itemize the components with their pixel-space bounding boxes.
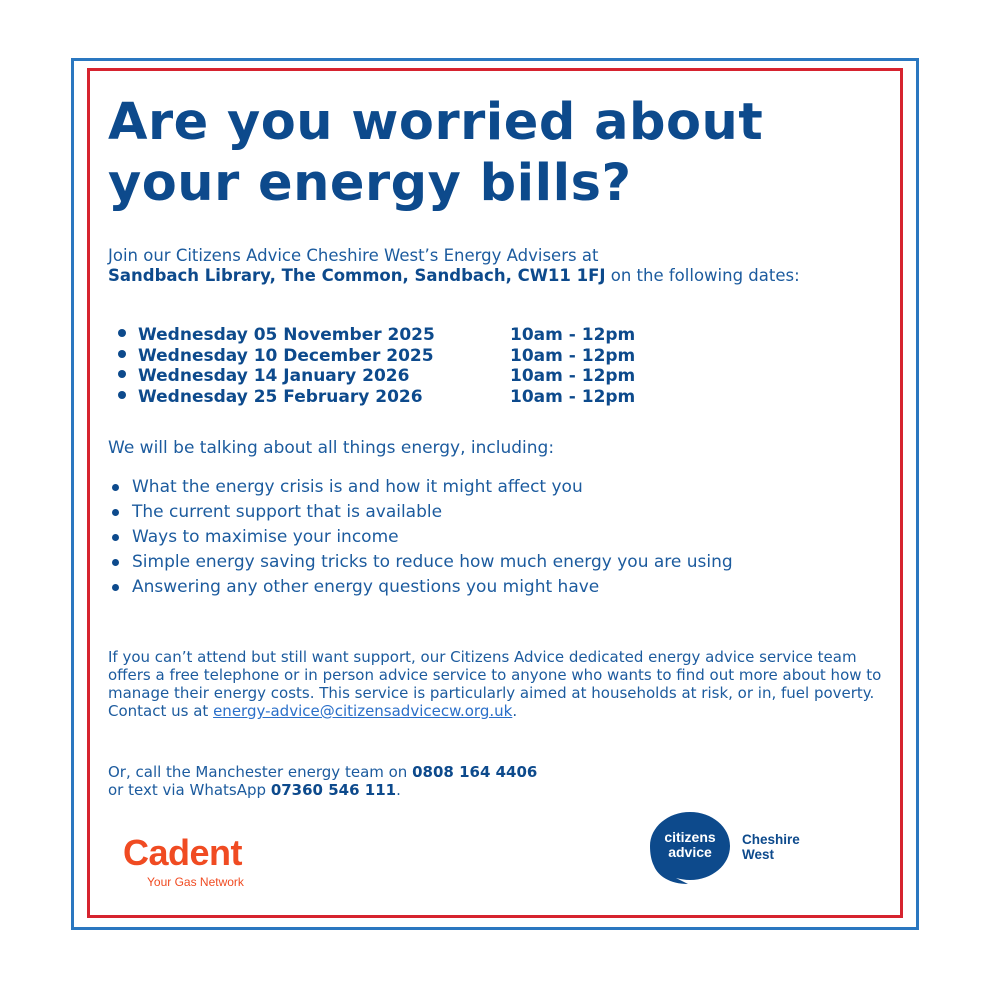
bullet-icon [118, 329, 126, 337]
cadent-wordmark: Cadent [123, 832, 243, 873]
phone-number: 0808 164 4406 [412, 763, 538, 781]
session-time: 10am - 12pm [510, 386, 636, 407]
support-text: If you can’t attend but still want support, our Citizens Advice dedicated energy advice service team offers a free telephone or in person advice service to anyone who wants to find out more about how to manage their energy costs. This service is particularly aimed at households at risk, or in, fuel poverty. Contact us at [108, 648, 882, 720]
topic-item [112, 528, 872, 547]
ca-line-2: advice [668, 844, 712, 860]
intro-tail: on the following dates: [610, 266, 800, 285]
topic-text: Answering any other energy questions you might have [132, 577, 600, 597]
bullet-icon [118, 350, 126, 358]
poster-title [108, 92, 888, 214]
intro-paragraph [108, 246, 888, 286]
session-time: 10am - 12pm [510, 345, 636, 366]
contact-email-link[interactable]: energy-advice@citizensadvicecw.org.uk [213, 702, 513, 720]
cadent-logo [123, 833, 244, 889]
session-time: 10am - 12pm [510, 366, 636, 386]
session-list [118, 325, 635, 407]
bullet-icon [112, 509, 119, 516]
ca-logo-text [648, 830, 732, 860]
topic-text: What the energy crisis is and how it might affect you [132, 477, 583, 497]
bullet-icon [112, 484, 119, 491]
session-date: Wednesday 05 November 2025 [138, 325, 435, 345]
bullet-icon [112, 584, 119, 591]
session-item [118, 387, 635, 408]
title-line-2: your energy bills? [108, 154, 632, 213]
session-item [118, 346, 635, 367]
venue-address: Sandbach Library, The Common, Sandbach, CW11 1FJ [108, 266, 606, 285]
call-lead: Or, call the Manchester energy team on [108, 763, 408, 781]
intro-lead: Join our Citizens Advice Cheshire West’s Energy Advisers at [108, 246, 599, 265]
ca-region-1: Cheshire [742, 832, 800, 847]
topic-text: Simple energy saving tricks to reduce how much energy you are using [132, 552, 733, 572]
call-mid: or text via WhatsApp [108, 781, 267, 799]
support-end: . [512, 702, 518, 720]
topic-item [112, 478, 872, 497]
ca-region-2: West [742, 847, 775, 862]
call-paragraph [108, 763, 888, 799]
topics-intro: We will be talking about all things energy, including: [108, 438, 555, 458]
whatsapp-number: 07360 546 111 [270, 781, 397, 799]
session-date: Wednesday 25 February 2026 [138, 386, 423, 407]
topic-list [112, 478, 872, 603]
topic-item [112, 553, 872, 572]
topic-text: The current support that is available [132, 502, 443, 522]
title-line-1: Are you worried about [108, 93, 764, 152]
topic-item [112, 578, 872, 597]
ca-region [742, 832, 800, 862]
call-end: . [396, 781, 401, 799]
session-time: 10am - 12pm [510, 325, 636, 345]
topic-item [112, 503, 872, 522]
session-item [118, 325, 635, 346]
topic-text: Ways to maximise your income [132, 527, 399, 547]
support-paragraph [108, 648, 888, 720]
bullet-icon [112, 559, 119, 566]
session-date: Wednesday 10 December 2025 [138, 345, 434, 366]
citizens-advice-logo [648, 810, 828, 890]
ca-line-1: citizens [664, 829, 716, 845]
bullet-icon [112, 534, 119, 541]
session-date: Wednesday 14 January 2026 [138, 366, 410, 386]
bullet-icon [118, 370, 126, 378]
bullet-icon [118, 391, 126, 399]
cadent-tagline: Your Gas Network [147, 875, 244, 889]
session-item [118, 366, 635, 387]
